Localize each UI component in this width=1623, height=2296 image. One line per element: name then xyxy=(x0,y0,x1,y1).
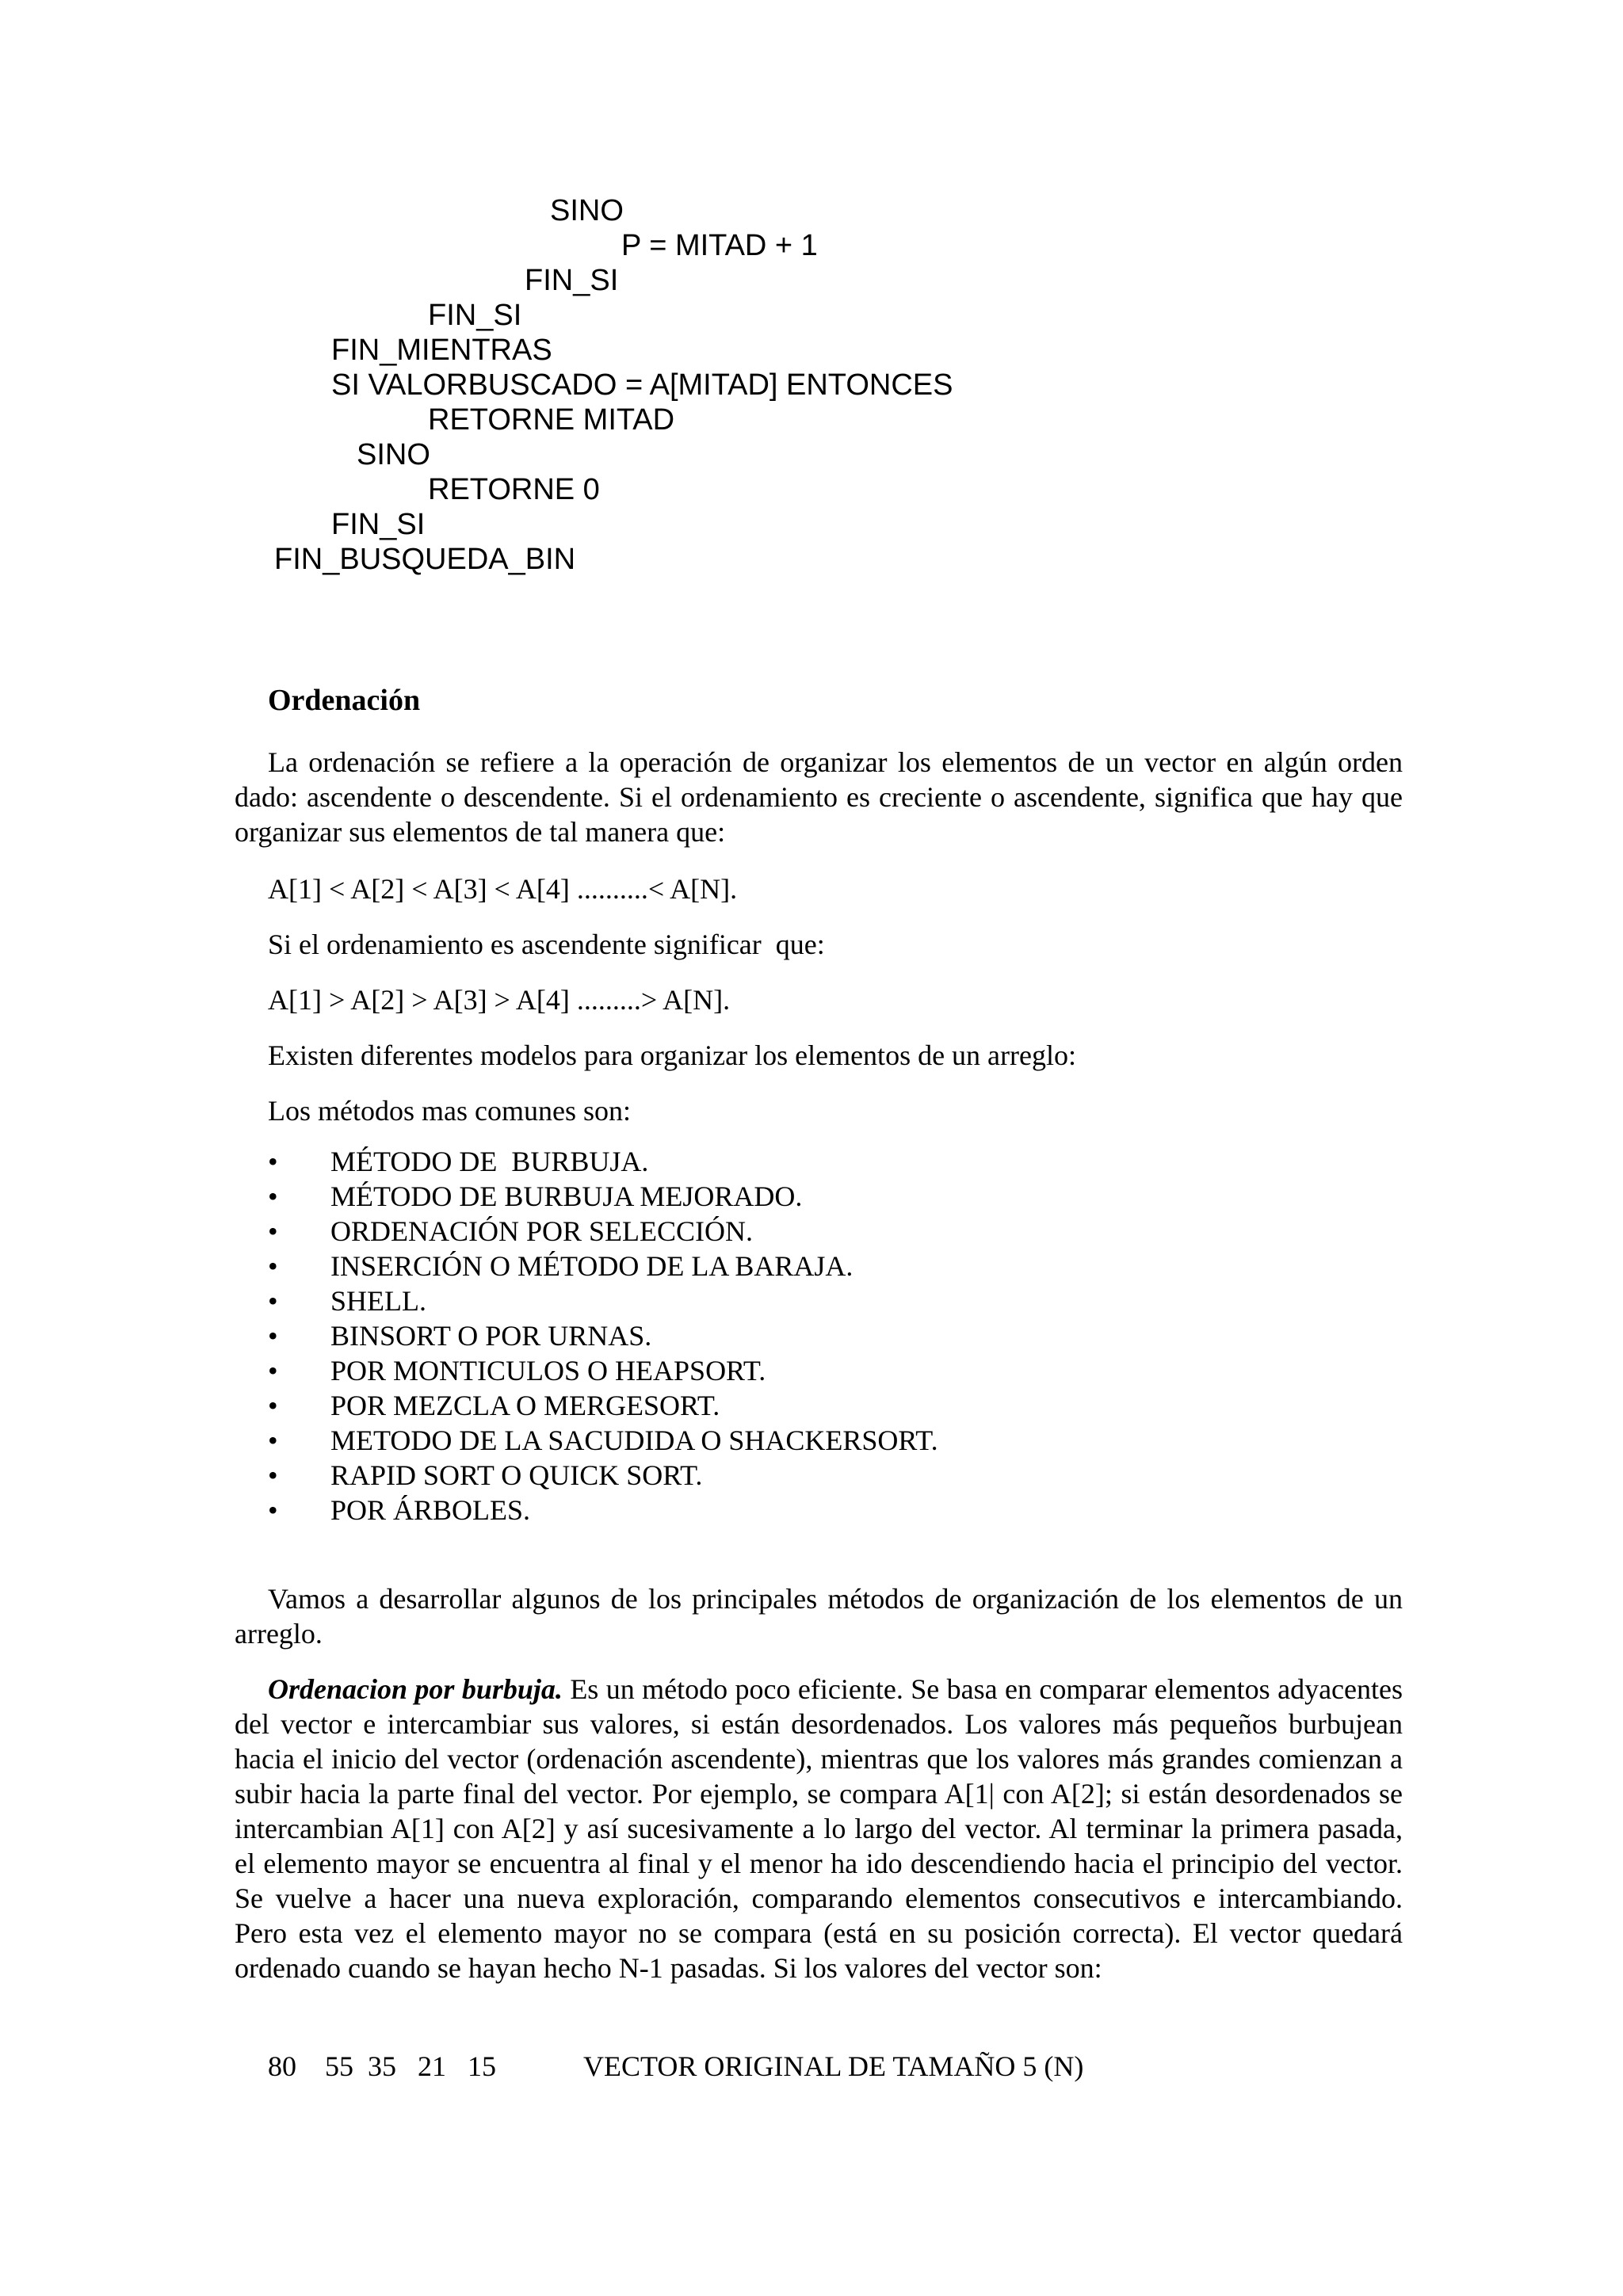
bullet-icon: • xyxy=(268,1494,278,1526)
bullet-icon: • xyxy=(268,1285,278,1317)
formula-descending: A[1] > A[2] > A[3] > A[4] .........> A[N]. xyxy=(268,984,731,1016)
models-intro: Existen diferentes modelos para organizar los elementos de un arreglo: xyxy=(268,1039,1076,1071)
list-item: • METODO DE LA SACUDIDA O SHACKERSORT. xyxy=(268,1425,938,1456)
code-line: FIN_SI xyxy=(525,264,619,297)
develop-paragraph: Vamos a desarrollar algunos de los principales métodos de organización de los elementos de un arreglo. xyxy=(235,1583,1403,1650)
vector-values: 80 55 35 21 15 xyxy=(268,2050,496,2082)
code-line: SINO xyxy=(550,194,624,227)
code-line: SI VALORBUSCADO = A[MITAD] ENTONCES xyxy=(331,368,953,402)
bullet-icon: • xyxy=(268,1180,278,1212)
descending-intro: Si el ordenamiento es ascendente significar que: xyxy=(268,929,825,960)
bullet-icon: • xyxy=(268,1390,278,1421)
methods-list xyxy=(268,1144,938,1527)
bullet-icon: • xyxy=(268,1250,278,1282)
list-item: • POR MEZCLA O MERGESORT. xyxy=(268,1390,720,1421)
bullet-icon: • xyxy=(268,1320,278,1352)
list-item: • MÉTODO DE BURBUJA MEJORADO. xyxy=(268,1180,803,1212)
bubble-text: Es un método poco eficiente. Se basa en comparar elementos adyacentes del vector e intercambiar sus valores, si están desordenados. Los valores más pequeños burbujean hacia el inicio del vector (ordenación ascendente), mientras que los valores más grandes comienzan a subir hacia la parte final del vector. Por ejemplo, se compara A[1| con A[2]; si están desordenados se intercambian A[1] con A[2] y así sucesivamente a lo largo del vector. Al terminar la primera pasada, el elemento mayor se encuentra al final y el menor ha ido descendiendo hacia el principio del vector. Se vuelve a hacer una nueva exploración, comparando elementos consecutivos e intercambiando. Pero esta vez el elemento mayor no se compara (está en su posición correcta). El vector quedará ordenado cuando se hayan hecho N-1 pasadas. Si los valores del vector son: xyxy=(235,1673,1403,1984)
code-line: RETORNE 0 xyxy=(428,473,600,506)
code-line: FIN_SI xyxy=(428,299,522,332)
bubble-title: Ordenacion por burbuja. xyxy=(268,1673,563,1705)
bubble-paragraph xyxy=(235,1672,1403,1985)
methods-intro: Los métodos mas comunes son: xyxy=(268,1095,631,1127)
bullet-icon: • xyxy=(268,1459,278,1491)
list-item: • SHELL. xyxy=(268,1285,426,1317)
list-item: • MÉTODO DE BURBUJA. xyxy=(268,1146,649,1177)
bullet-icon: • xyxy=(268,1355,278,1386)
bullet-icon: • xyxy=(268,1425,278,1456)
list-item: • INSERCIÓN O MÉTODO DE LA BARAJA. xyxy=(268,1250,854,1282)
code-line: P = MITAD + 1 xyxy=(621,229,818,262)
list-item: • POR ÁRBOLES. xyxy=(268,1494,531,1526)
formula-ascending: A[1] < A[2] < A[3] < A[4] ..........< A[N]. xyxy=(268,873,738,905)
bullet-icon: • xyxy=(268,1146,278,1177)
bullet-icon: • xyxy=(268,1215,278,1247)
code-line: SINO xyxy=(357,438,430,471)
section-heading: Ordenación xyxy=(268,684,421,717)
list-item: • RAPID SORT O QUICK SORT. xyxy=(268,1459,703,1491)
list-item: • POR MONTICULOS O HEAPSORT. xyxy=(268,1355,766,1386)
code-line: FIN_SI xyxy=(331,508,426,541)
list-item: • BINSORT O POR URNAS. xyxy=(268,1320,652,1352)
code-line: FIN_MIENTRAS xyxy=(331,334,552,367)
code-line: RETORNE MITAD xyxy=(428,403,675,437)
intro-paragraph: La ordenación se refiere a la operación de organizar los elementos de un vector en algún orden dado: ascendente o descendente. Si el ordenamiento es creciente o ascendente, significa que hay que organizar sus elementos de tal manera que: xyxy=(235,746,1403,848)
vector-label: VECTOR ORIGINAL DE TAMAÑO 5 (N) xyxy=(583,2050,1084,2082)
code-line: FIN_BUSQUEDA_BIN xyxy=(274,543,576,576)
list-item: • ORDENACIÓN POR SELECCIÓN. xyxy=(268,1215,754,1247)
